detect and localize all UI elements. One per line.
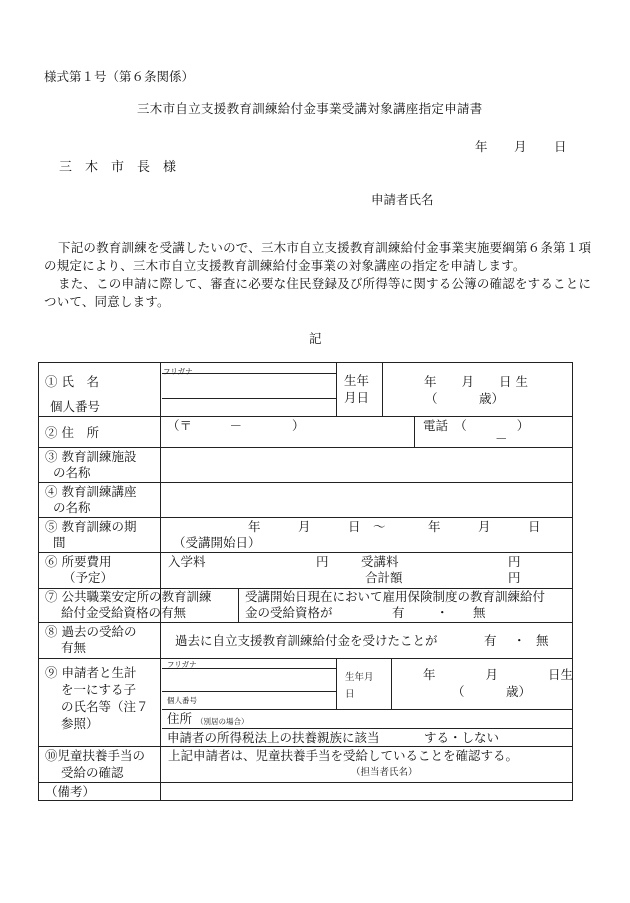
- allowance-label-2: 受給の確認: [61, 765, 124, 780]
- cost-label-2: （予定）: [63, 570, 114, 585]
- ki-label: 記: [309, 331, 322, 346]
- address-label: ② 住 所: [45, 425, 99, 440]
- my-number-label: 個人番号: [50, 399, 101, 414]
- facility-name-field[interactable]: [162, 449, 570, 481]
- child-address-label: 住所: [167, 711, 193, 726]
- cost-label-1: ⑥ 所要費用: [45, 554, 112, 569]
- child-age-field[interactable]: （ 歳）: [452, 684, 531, 699]
- dependent-choice[interactable]: する・しない: [424, 730, 500, 745]
- allowance-label-1: ⑩児童扶養手当の: [45, 748, 146, 763]
- remarks-label: （備考）: [45, 784, 96, 799]
- tuition-yen[interactable]: 円: [508, 554, 521, 569]
- period-note: （受講開始日）: [173, 535, 261, 550]
- past-label-1: ⑧ 過去の受給の: [45, 624, 137, 639]
- past-dot: ・: [513, 633, 526, 648]
- pesc-label-1: ⑦ 公共職業安定所の教育訓練: [45, 589, 212, 604]
- pesc-text-1: 受講開始日現在において雇用保険制度の教育訓練給付: [245, 589, 546, 604]
- form-number: 様式第１号（第６条関係）: [44, 69, 195, 84]
- period-end-field[interactable]: 年 月 日: [428, 519, 541, 534]
- child-label-1: ⑨ 申請者と生計: [45, 665, 137, 680]
- birth-label-1: 生年: [344, 373, 370, 388]
- age-field[interactable]: （ 歳）: [425, 391, 504, 406]
- staff-name-label: （担当者氏名）: [351, 767, 418, 778]
- name-label: ① 氏 名: [45, 374, 99, 389]
- child-birth-label-2: 日: [345, 689, 355, 700]
- date-month: 月: [514, 139, 527, 154]
- past-no[interactable]: 無: [536, 633, 549, 648]
- child-label-3: の氏名等（注７: [61, 699, 149, 714]
- addressee: 三 木 市 長 様: [59, 160, 177, 175]
- date-year: 年: [475, 139, 488, 154]
- entrance-fee-yen[interactable]: 円: [316, 554, 329, 569]
- pesc-no[interactable]: 無: [473, 605, 486, 620]
- course-label-2: の名称: [53, 500, 91, 515]
- postal-code-field[interactable]: （〒 － ）: [167, 418, 305, 433]
- past-label-2: 有無: [61, 640, 87, 655]
- phone-dash: －: [495, 431, 508, 446]
- child-name-field[interactable]: [162, 669, 335, 690]
- child-furigana-label: フリガナ: [167, 660, 197, 669]
- total-label: 合計額: [365, 570, 403, 585]
- child-birth-date-field[interactable]: 年 月 日生: [423, 667, 574, 682]
- dependent-text: 申請者の所得税法上の扶養親族に該当: [167, 730, 380, 745]
- entrance-fee-label: 入学料: [168, 554, 206, 569]
- name-field[interactable]: [162, 374, 335, 397]
- pesc-dot: ・: [436, 605, 449, 620]
- pesc-text-2: 金の受給資格が: [245, 605, 333, 620]
- course-label-1: ④ 教育訓練講座: [45, 484, 137, 499]
- period-label-1: ⑤ 教育訓練の期: [45, 519, 137, 534]
- course-name-field[interactable]: [162, 484, 570, 516]
- pesc-label-2: 給付金受給資格の有無: [61, 605, 187, 620]
- past-yes[interactable]: 有: [484, 633, 497, 648]
- application-form-table: [38, 362, 573, 801]
- child-label-4: 参照）: [61, 716, 99, 731]
- period-start-field[interactable]: 年 月 日 ～: [248, 519, 386, 534]
- birth-label-2: 月日: [344, 390, 370, 405]
- body-paragraph-1: 下記の教育訓練を受講したいので、三木市自立支援教育訓練給付金事業実施要綱第６条第１項の規定により、三木市自立支援教育訓練給付金事業の対象講座の指定を申請します。: [44, 240, 592, 273]
- furigana-label: フリガナ: [163, 367, 193, 376]
- pesc-yes[interactable]: 有: [392, 605, 405, 620]
- my-number-field[interactable]: [162, 399, 335, 415]
- child-birth-label-1: 生年月: [345, 672, 374, 683]
- child-address-note: （別居の場合）: [196, 717, 249, 726]
- tuition-label: 受講料: [361, 554, 399, 569]
- allowance-text: 上記申請者は、児童扶養手当を受給していることを確認する。: [168, 748, 519, 763]
- past-text: 過去に自立支援教育訓練給付金を受けたことが: [175, 633, 438, 648]
- child-label-2: を一にする子: [61, 682, 137, 697]
- period-label-2: 間: [53, 535, 66, 550]
- phone-field[interactable]: 電話 （ ）: [423, 418, 530, 433]
- child-my-number-label: 個人番号: [167, 696, 197, 705]
- applicant-name-label: 申請者氏名: [371, 192, 434, 207]
- birth-date-field[interactable]: 年 月 日 生: [424, 374, 528, 389]
- date-day: 日: [554, 139, 567, 154]
- total-yen[interactable]: 円: [508, 570, 521, 585]
- document-title: 三木市自立支援教育訓練給付金事業受講対象講座指定申請書: [137, 101, 483, 116]
- remarks-field[interactable]: [162, 784, 570, 798]
- body-paragraph-2: また、この申請に際して、審査に必要な住民登録及び所得等に関する公簿の確認をすることについて、同意します。: [44, 276, 592, 309]
- facility-label-2: の名称: [53, 465, 91, 480]
- facility-label-1: ③ 教育訓練施設: [45, 449, 137, 464]
